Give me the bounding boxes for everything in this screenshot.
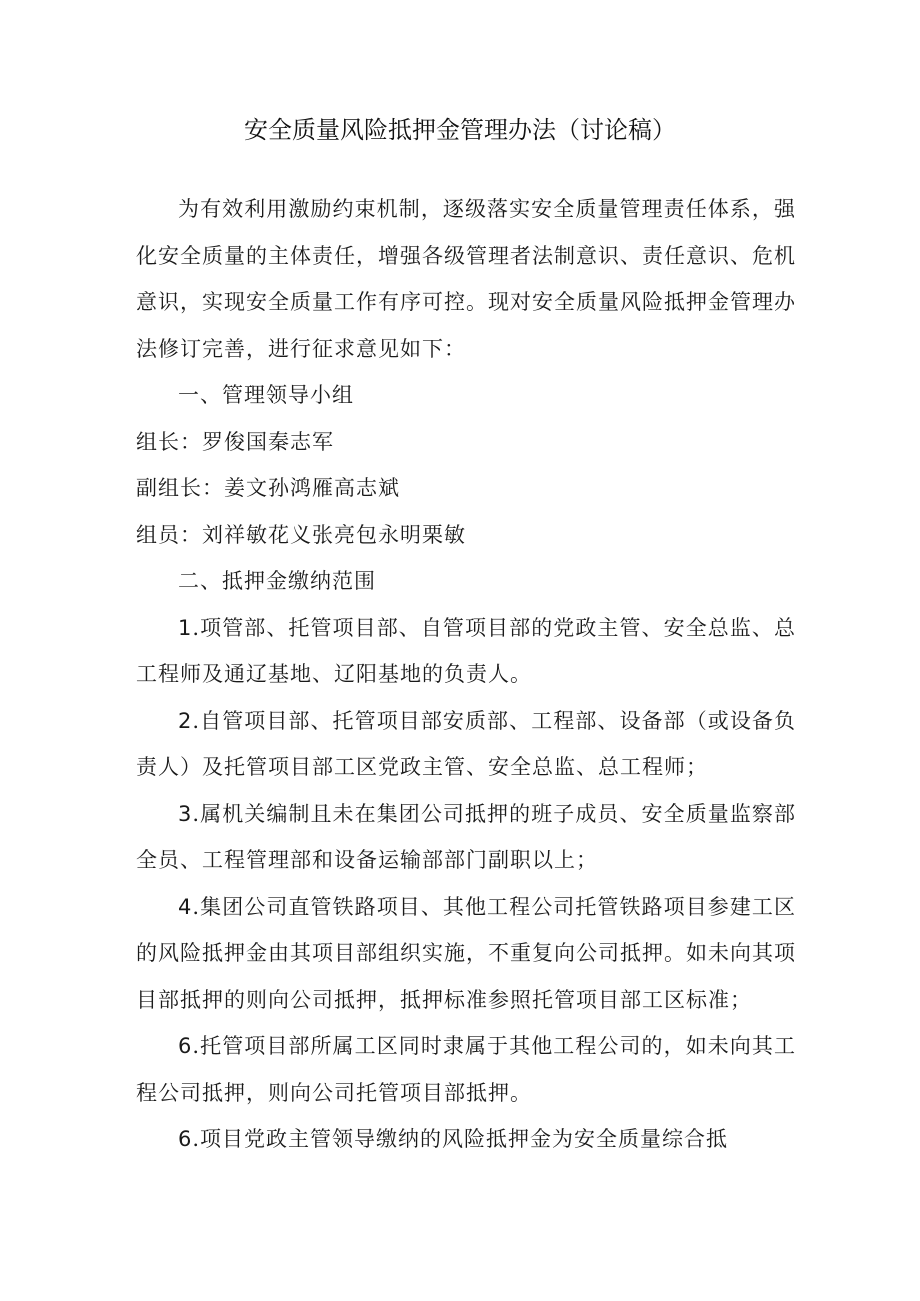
leader-line: 组长：罗俊国秦志军 [136,429,334,454]
list-item-text: .托管项目部所属工区同时隶属于其他工程公司的，如未向其工程公司抵押，则向公司托管项目部抵押。 [136,1034,796,1105]
list-item [136,884,796,1024]
members-line: 组员：刘祥敏花义张亮包永明栗敏 [136,522,466,547]
list-item-text: .项目党政主管领导缴纳的风险抵押金为安全质量综合抵 [192,1127,729,1151]
list-item-number: 2 [178,708,193,733]
list-item-text: .集团公司直管铁路项目、其他工程公司托管铁路项目参建工区的风险抵押金由其项目部组织实施，不重复向公司抵押。如未向其项目部抵押的则向公司抵押，抵押标准参照托管项目部工区标准； [136,894,796,1012]
list-item-number: 3 [178,801,193,826]
document-body [136,186,796,1163]
list-item [136,1023,796,1116]
intro-paragraph: 为有效利用激励约束机制，逐级落实安全质量管理责任体系，强化安全质量的主体责任，增强各级管理者法制意识、责任意识、危机意识，实现安全质量工作有序可控。现对安全质量风险抵押金管理办法修订完善，进行征求意见如下： [136,197,796,361]
list-item [136,698,796,791]
list-item [136,605,796,698]
list-item-number: 1 [178,615,193,640]
deputy-leader-line: 副组长：姜文孙鸿雁高志斌 [136,476,400,500]
list-item-number: 6 [178,1127,193,1151]
list-item [136,791,796,884]
section-heading-1: 一、管理领导小组 [178,383,354,407]
list-item-number: 6 [178,1034,193,1058]
document-title: 安全质量风险抵押金管理办法（讨论稿） [244,116,676,144]
list-item-text: .属机关编制且未在集团公司抵押的班子成员、安全质量监察部全员、工程管理部和设备运输部部门副职以上； [136,801,796,872]
section-heading-2: 二、抵押金缴纳范围 [178,569,376,593]
list-item-text: .自管项目部、托管项目部安质部、工程部、设备部（或设备负责人）及托管项目部工区党政主管、安全总监、总工程师； [136,708,796,779]
list-item-number: 4 [178,894,193,919]
list-item-text: .项管部、托管项目部、自管项目部的党政主管、安全总监、总工程师及通辽基地、辽阳基地的负责人。 [136,615,796,686]
list-item [136,1116,796,1163]
